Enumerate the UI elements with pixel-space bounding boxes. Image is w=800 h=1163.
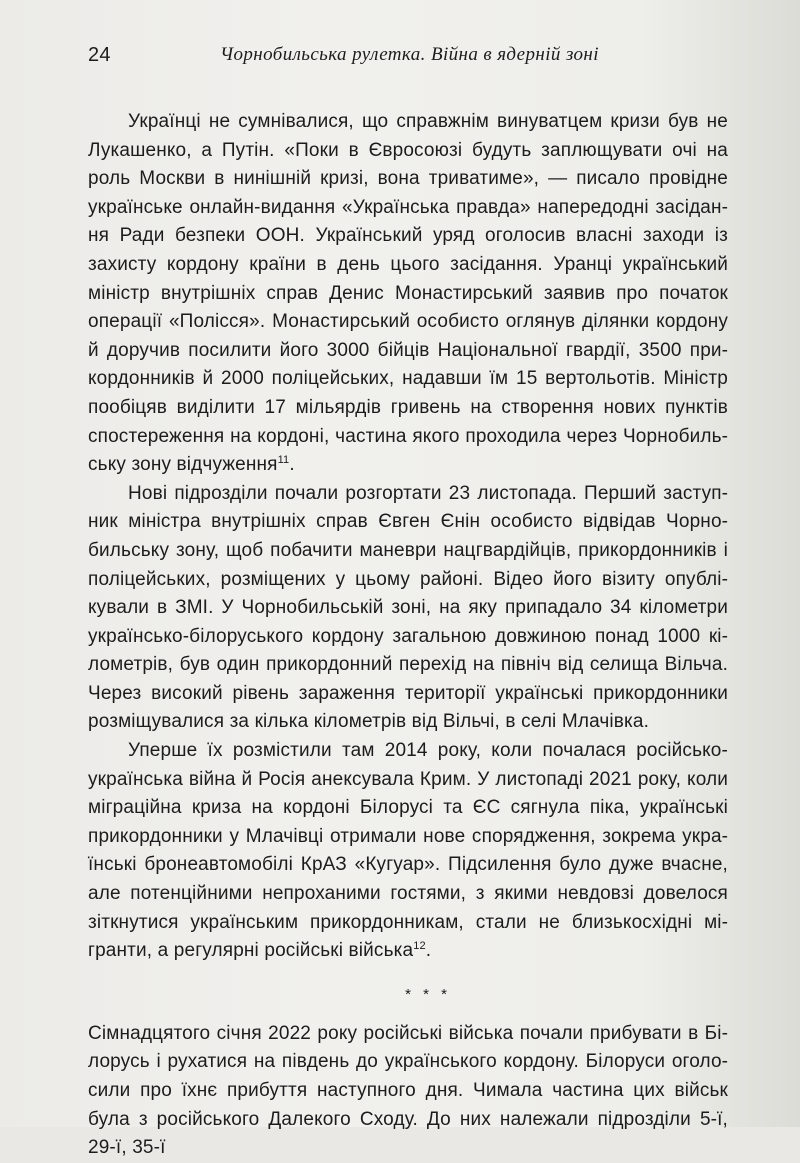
footnote-ref-12: 12: [413, 940, 426, 953]
paragraph-3-text: Уперше їх розмістили там 2014 року, коли почалася російсько-українська війна й Росія анексувала Крим. У листопаді 2021 року, коли міграційна криза на кордоні Білорусі та ЄС сягнула піка, українські прикордонники у Млачівці отримали нове спорядження, зокрема українські бронеавтомобілі КрАЗ «Кугуар». Підсилення було дуже вчасне, але потенційними непроханими гостями, з якими невдовзі довелося зіткнутися українським прикордонникам, стали не близькосхідні мігранти, а регулярні російські війська: [88, 740, 728, 962]
paragraph-3: Уперше їх розмістили там 2014 року, коли почалася російсько-українська війна й Росія анексувала Крим. У листопаді 2021 року, коли міграційна криза на кордоні Білорусі та ЄС сягнула піка, українські прикордонники у Млачівці отримали нове спорядження, зокрема українські бронеавтомобілі КрАЗ «Кугуар». Підсилення було дуже вчасне, але потенційними непроханими гостями, з якими невдовзі довелося зіткнутися українським прикордонникам, стали не близькосхідні мігранти, а регулярні російські війська$^{12}$.: [88, 740, 728, 962]
page-header: [88, 44, 728, 80]
body-text: [88, 108, 728, 1163]
section-separator: * * *: [405, 985, 451, 1003]
paragraph-1: Українці не сумнівалися, що справжнім винуватцем кризи був не Лукашенко, а Путін. «Поки в Євросоюзі будуть заплющувати очі на роль Москви в нинішній кризі, вона триватиме», — писало провідне українське онлайн-видання «Українська правда» напередодні засідання Ради безпеки ООН. Український уряд оголосив власні заходи із захисту кордону країни в день цього засідання. Уранці український міністр внутрішніх справ Денис Монастирський заявив про початок операції «Полісся». Монастирський особисто оглянув ділянки кордону й доручив посилити його 3000 бійців Національної гвардії, 3500 прикордонників й 2000 поліцейських, надавши їм 15 вертольотів. Міністр пообіцяв виділити 17 мільярдів гривень на створення нових пунктів спостереження на кордоні, частина якого проходила через Чорнобильську зону відчуження$^{11}$.: [88, 111, 728, 476]
paragraph-4-text: Сімнадцятого січня 2022 року російські війська почали прибувати в Білорусь і рухатися на південь до українського кордону. Білоруси оголосили про їхнє прибуття наступного дня. Чимала частина цих військ була з російського Далекого Сходу. До них належали підрозділи 5-ї, 29-ї, 35-ї: [88, 1022, 728, 1159]
running-title: Чорнобильська рулетка. Війна в ядерній зоні: [220, 44, 599, 65]
paragraph-2-text: Нові підрозділи почали розгортати 23 листопада. Перший заступник міністра внутрішніх справ Євген Єнін особисто відвідав Чорнобильську зону, щоб побачити маневри нацгвардійців, прикордонників і поліцейських, розміщених у цьому районі. Відео його візиту опублікували в ЗМІ. У Чорнобильській зоні, на яку припадало 34 кілометри українсько-білоруського кордону загальною довжиною понад 1000 кілометрів, був один прикордонний перехід на північ від селища Вільча. Через високий рівень зараження території українські прикордонники розміщувалися за кілька кілометрів від Вільчі, в селі Млачівка.: [88, 482, 728, 733]
footnote-ref-11: 11: [277, 454, 290, 467]
page-number: 24: [88, 44, 111, 66]
paragraph-4: [88, 1020, 728, 1163]
paragraph-2: [88, 480, 728, 737]
paragraph-1-text: Українці не сумнівалися, що справжнім винуватцем кризи був не Лукашенко, а Путін. «Поки в Євросоюзі будуть заплющувати очі на роль Москви в нинішній кризі, вона триватиме», — писало провідне українське онлайн-видання «Українська правда» напередодні засідання Ради безпеки ООН. Український уряд оголосив власні заходи із захисту кордону країни в день цього засідання. Уранці український міністр внутрішніх справ Денис Монастирський заявив про початок операції «Полісся». Монастирський особисто оглянув ділянки кордону й доручив посилити його 3000 бійців Національної гвардії, 3500 прикордонників й 2000 поліцейських, надавши їм 15 вертольотів. Міністр пообіцяв виділити 17 мільярдів гривень на створення нових пунктів спостереження на кордоні, частина якого проходила через Чорнобильську зону відчуження: [88, 111, 728, 476]
